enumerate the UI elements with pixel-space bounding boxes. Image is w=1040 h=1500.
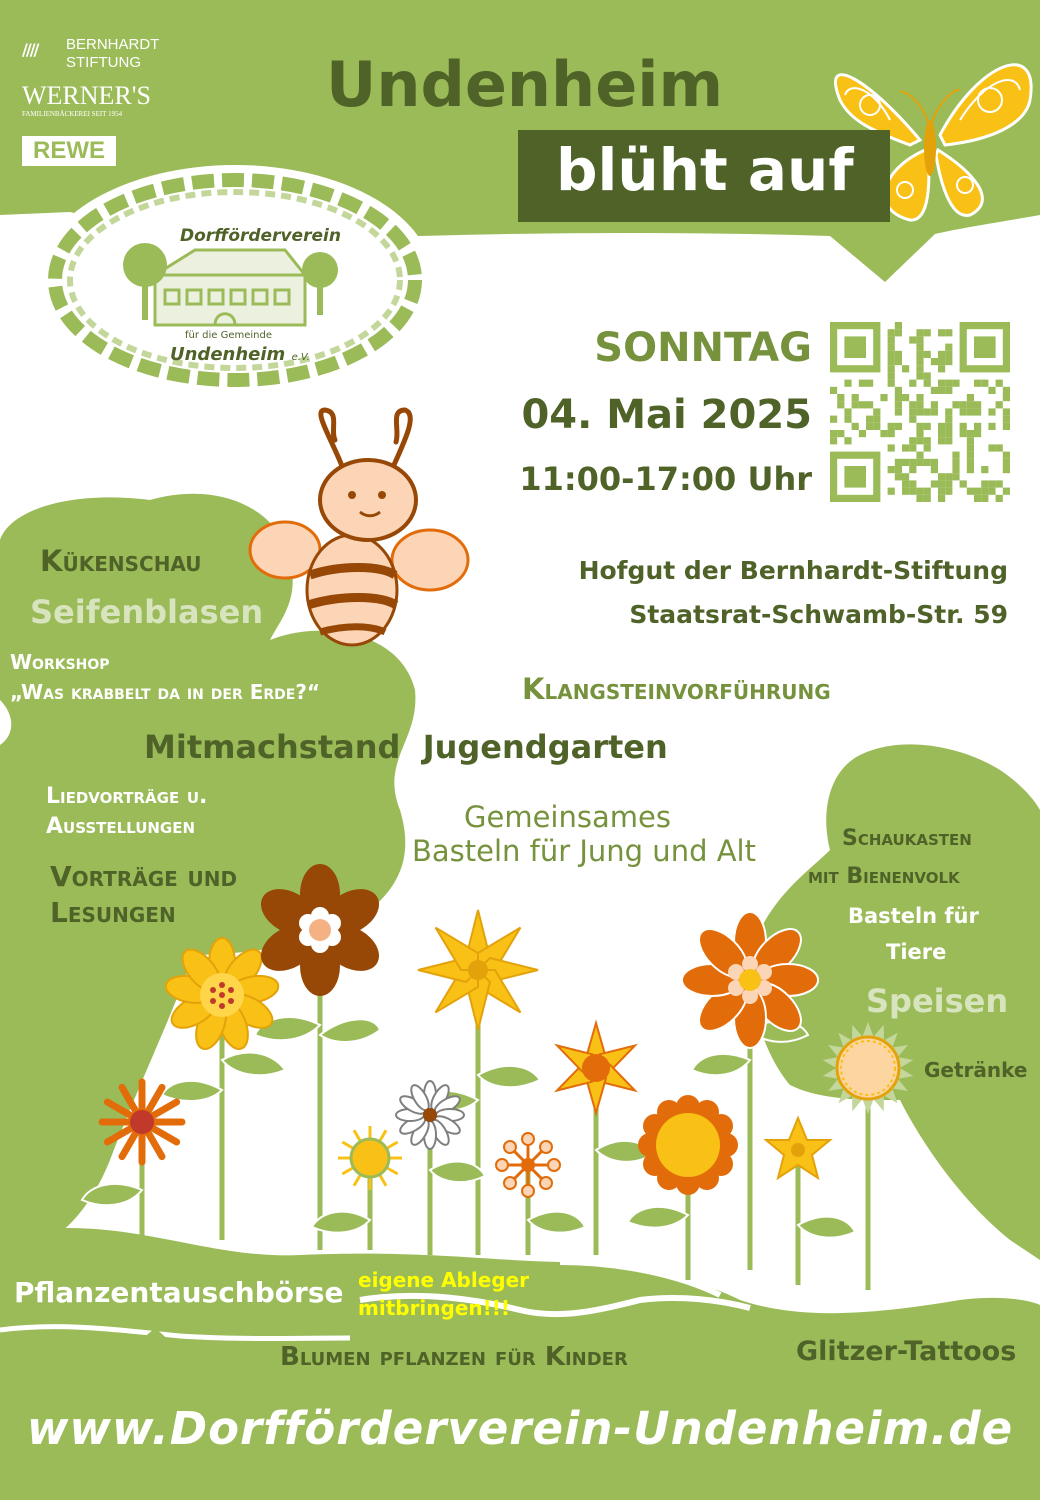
activity-seifenblasen: Seifenblasen (30, 593, 264, 631)
activity-ableger-2: mitbringen!!! (358, 1296, 511, 1320)
activity-schaukasten-2: mit Bienenvolk (808, 864, 960, 889)
activity-klangstein: Klangsteinvorführung (522, 672, 831, 706)
event-time: 11:00-17:00 Uhr (519, 460, 812, 498)
activity-tiere-2: Tiere (886, 940, 947, 964)
activity-blumen: Blumen pflanzen für Kinder (280, 1342, 628, 1372)
werners-sub: FAMILIENBÄCKEREI SEIT 1954 (22, 110, 123, 118)
logo-line2: für die Gemeinde (185, 330, 273, 341)
activity-workshop-2: „Was krabbelt da in der Erde?“ (10, 680, 321, 704)
flower-icon (418, 910, 538, 1030)
activity-glitzer: Glitzer-Tattoos (796, 1336, 1017, 1367)
bernhardt-stripes-icon: //// (22, 40, 38, 59)
flower-icon (496, 1133, 560, 1197)
activity-tiere-1: Basteln für (848, 904, 979, 928)
bernhardt-line2: STIFTUNG (66, 54, 141, 71)
logo-line1: Dorfförderverein (180, 226, 341, 246)
activity-basteln-2: Basteln für Jung und Alt (412, 834, 756, 868)
activity-lied-2: Ausstellungen (46, 814, 196, 839)
leaves (82, 1017, 855, 1238)
werners-name: WERNER'S (22, 81, 151, 110)
flower-icon (552, 1023, 640, 1113)
activity-kuekenschau: Kükenschau (40, 544, 202, 578)
flower-icon (638, 1095, 738, 1195)
rewe-logo: REWE (22, 136, 116, 166)
activity-ableger-1: eigene Ableger (358, 1268, 530, 1292)
logo-line3-suffix: e.V. (291, 352, 310, 363)
activity-lied-1: Liedvorträge u. (46, 784, 208, 809)
activity-schaukasten-1: Schaukasten (842, 826, 972, 851)
activity-speisen: Speisen (866, 982, 1009, 1020)
activity-vortraege-1: Vorträge und (50, 860, 238, 893)
page-title: Undenheim (326, 48, 724, 121)
logo-line3-name: Undenheim (170, 344, 286, 365)
activity-workshop-1: Workshop (10, 650, 110, 674)
event-date: 04. Mai 2025 (521, 392, 812, 438)
werners-logo (22, 82, 152, 118)
activity-getraenke: Getränke (924, 1058, 1028, 1082)
event-venue: Hofgut der Bernhardt-Stiftung (578, 556, 1008, 585)
activity-vortraege-2: Lesungen (50, 896, 176, 929)
subtitle: blüht auf (556, 136, 854, 204)
bernhardt-line1: BERNHARDT (66, 36, 160, 53)
event-day: SONNTAG (594, 325, 812, 371)
activity-mitmachstand: Mitmachstand Jugendgarten (144, 728, 668, 766)
event-address: Staatsrat-Schwamb-Str. 59 (629, 600, 1008, 629)
logo-line3 (170, 344, 310, 365)
activity-pflanzen: Pflanzentauschbörse (14, 1276, 344, 1309)
footer-url[interactable]: www.Dorfförderverein-Undenheim.de (26, 1402, 1014, 1455)
sun-icon (338, 1126, 402, 1190)
qr-code-icon (826, 318, 1014, 506)
subtitle-box (518, 130, 890, 222)
activity-basteln-1: Gemeinsames (464, 800, 671, 834)
flower-icon (682, 912, 818, 1048)
